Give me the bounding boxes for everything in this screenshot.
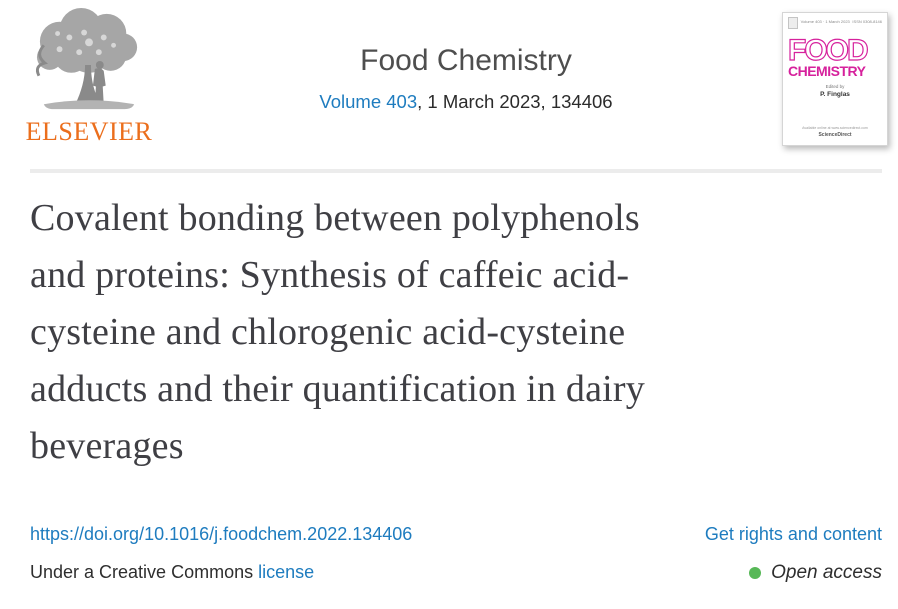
cover-title-art — [785, 33, 885, 83]
elsevier-wordmark: ELSEVIER — [25, 117, 153, 146]
license-link[interactable]: license — [258, 562, 315, 582]
cover-tree-logo-icon — [788, 17, 798, 29]
license-statement — [30, 561, 314, 584]
cover-editor-name: P. Finglas — [820, 91, 850, 99]
journal-issue-line — [160, 91, 772, 113]
article-title — [30, 190, 870, 475]
open-access-label: Open access — [771, 562, 882, 583]
cover-editor-label: Edited by — [825, 84, 845, 89]
volume-link[interactable]: Volume 403 — [319, 91, 418, 112]
article-title-line: cysteine and chlorogenic acid-cysteine — [30, 311, 626, 353]
doi-row — [30, 523, 882, 545]
cover-title-food: FOOD — [788, 34, 867, 67]
open-access-dot-icon — [749, 567, 761, 579]
open-access-badge — [749, 561, 882, 584]
journal-cover-thumbnail[interactable] — [782, 12, 888, 146]
license-prefix-text: Under a Creative Commons — [30, 562, 254, 582]
journal-header — [160, 44, 772, 113]
issue-date-text: , 1 March 2023, 134406 — [417, 91, 613, 112]
article-title-line: beverages — [30, 425, 184, 467]
cover-volume-text: Volume 403 · 1 March 2023 — [800, 19, 850, 24]
doi-link[interactable]: https://doi.org/10.1016/j.foodchem.2022.134406 — [30, 524, 413, 544]
cover-title-chemistry: CHEMISTRY — [788, 63, 866, 79]
journal-title: Food Chemistry — [360, 44, 572, 77]
cover-footer-url: Available online at www.sciencedirect.com — [802, 126, 868, 131]
cover-issn-text: ISSN 0308-8146 — [852, 19, 882, 24]
cover-top-row — [783, 13, 887, 29]
license-row — [30, 561, 882, 584]
article-title-line: adducts and their quantification in dairy — [30, 368, 645, 410]
cover-editor-block — [783, 84, 887, 99]
article-title-line: and proteins: Synthesis of caffeic acid- — [30, 254, 630, 296]
cover-footer-brand: ScienceDirect — [818, 131, 852, 138]
article-title-line: Covalent bonding between polyphenols — [30, 197, 640, 239]
header-divider — [30, 169, 882, 173]
get-rights-link[interactable]: Get rights and content — [704, 524, 882, 544]
elsevier-logo-link[interactable] — [24, 8, 154, 147]
elsevier-tree-icon — [30, 8, 148, 116]
cover-footer-block — [783, 126, 887, 139]
